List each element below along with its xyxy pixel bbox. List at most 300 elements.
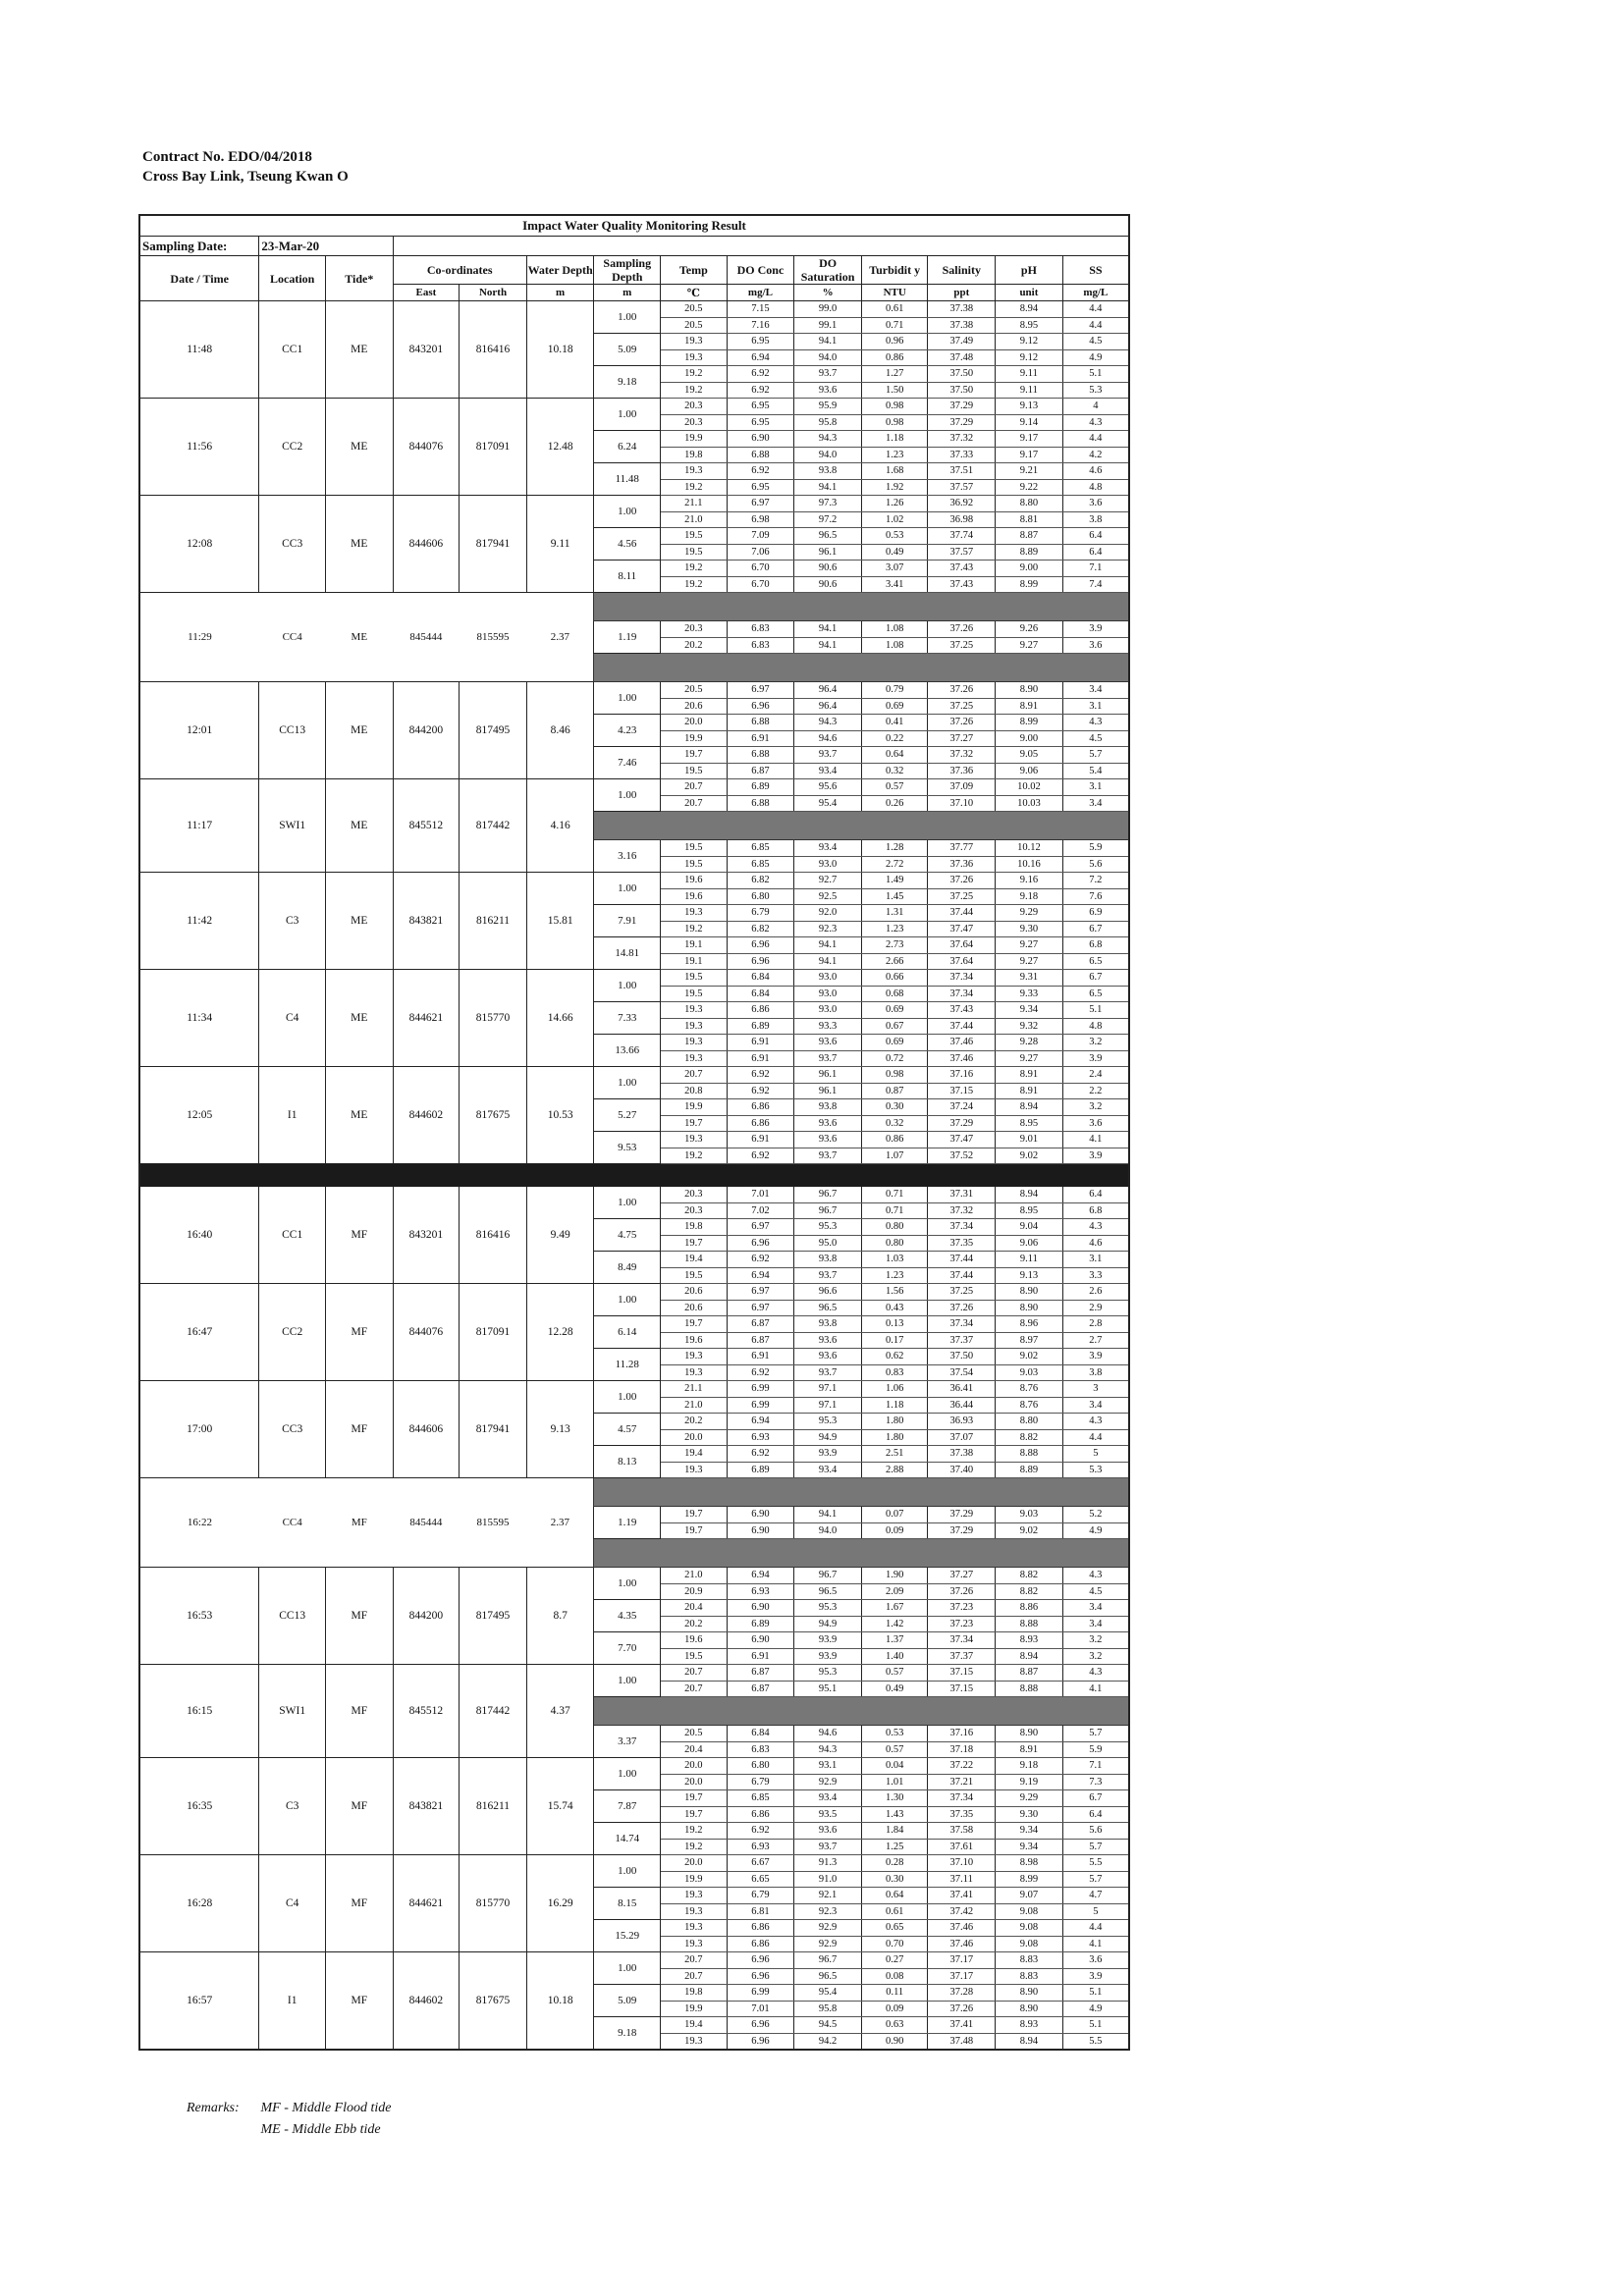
value-sal: 37.40 — [928, 1462, 996, 1478]
value-ss: 3.9 — [1062, 1148, 1129, 1164]
value-sal: 37.23 — [928, 1616, 996, 1632]
value-ss: 5.3 — [1062, 1462, 1129, 1478]
value-dosat: 94.9 — [794, 1429, 862, 1446]
value-ss: 4.3 — [1062, 1665, 1129, 1682]
location-cell: CC2 — [259, 1284, 326, 1381]
unit-do-saturation: % — [794, 285, 862, 301]
location-cell: I1 — [259, 1952, 326, 2051]
value-dosat: 97.1 — [794, 1397, 862, 1414]
value-sal: 37.17 — [928, 1968, 996, 1985]
value-sal: 37.44 — [928, 1267, 996, 1284]
sampling-depth-cell: 4.57 — [594, 1414, 661, 1446]
value-dosat: 94.0 — [794, 1522, 862, 1539]
value-ph: 8.94 — [996, 301, 1063, 318]
value-temp: 19.3 — [661, 334, 728, 350]
value-dosat: 93.6 — [794, 1132, 862, 1148]
value-turb: 2.88 — [861, 1462, 928, 1478]
value-sal: 37.21 — [928, 1774, 996, 1790]
value-ph: 8.99 — [996, 576, 1063, 593]
value-dosat: 92.7 — [794, 873, 862, 889]
value-turb: 1.25 — [861, 1839, 928, 1855]
value-ph: 9.08 — [996, 1903, 1063, 1920]
value-ph: 8.89 — [996, 1462, 1063, 1478]
east-cell: 844076 — [393, 1284, 460, 1381]
value-temp: 20.6 — [661, 1284, 728, 1301]
east-cell: 844621 — [393, 1855, 460, 1952]
value-turb: 0.65 — [861, 1920, 928, 1937]
sampling-depth-cell: 7.33 — [594, 1002, 661, 1035]
value-ss: 6.4 — [1062, 544, 1129, 561]
value-doconc: 6.85 — [727, 1790, 794, 1807]
sampling-depth-cell: 7.46 — [594, 747, 661, 779]
north-cell: 815770 — [460, 1855, 527, 1952]
value-temp: 19.2 — [661, 576, 728, 593]
value-ss: 4.7 — [1062, 1888, 1129, 1904]
value-ss: 5.5 — [1062, 1855, 1129, 1872]
sampling-depth-cell: 14.81 — [594, 937, 661, 970]
value-ss: 2.6 — [1062, 1284, 1129, 1301]
value-ss: 2.4 — [1062, 1067, 1129, 1084]
value-doconc: 6.92 — [727, 382, 794, 399]
value-temp: 19.3 — [661, 1035, 728, 1051]
value-sal: 37.44 — [928, 905, 996, 922]
value-sal: 37.25 — [928, 698, 996, 715]
value-doconc: 6.94 — [727, 1568, 794, 1584]
value-ph: 9.13 — [996, 399, 1063, 415]
value-doconc: 6.96 — [727, 2017, 794, 2034]
value-doconc: 6.93 — [727, 1839, 794, 1855]
value-doconc: 6.79 — [727, 905, 794, 922]
value-sal: 37.32 — [928, 747, 996, 764]
value-sal: 37.29 — [928, 1507, 996, 1523]
value-ss: 6.4 — [1062, 1806, 1129, 1823]
value-temp: 19.5 — [661, 528, 728, 545]
value-doconc: 7.06 — [727, 544, 794, 561]
north-cell: 817495 — [460, 682, 527, 779]
value-sal: 37.26 — [928, 873, 996, 889]
sampling-depth-cell: 7.70 — [594, 1632, 661, 1665]
north-cell: 817941 — [460, 1381, 527, 1478]
value-dosat: 96.4 — [794, 698, 862, 715]
value-sal: 37.26 — [928, 682, 996, 699]
value-temp: 20.5 — [661, 301, 728, 318]
sampling-depth-cell: 5.09 — [594, 334, 661, 366]
water-depth-cell: 12.48 — [526, 399, 594, 496]
time-cell: 11:34 — [139, 970, 259, 1067]
col-coordinates: Co-ordinates — [393, 256, 526, 285]
value-doconc: 6.70 — [727, 576, 794, 593]
value-dosat: 92.9 — [794, 1774, 862, 1790]
value-sal: 37.07 — [928, 1429, 996, 1446]
value-ph: 8.90 — [996, 1284, 1063, 1301]
value-sal: 37.52 — [928, 1148, 996, 1164]
value-doconc: 6.97 — [727, 1300, 794, 1316]
value-sal: 37.37 — [928, 1332, 996, 1349]
value-ss: 4.9 — [1062, 1522, 1129, 1539]
tide-cell: ME — [325, 873, 393, 970]
value-temp: 19.9 — [661, 2001, 728, 2017]
value-temp: 19.4 — [661, 1446, 728, 1463]
value-ph: 8.83 — [996, 1952, 1063, 1969]
value-turb: 0.98 — [861, 399, 928, 415]
value-ss: 7.3 — [1062, 1774, 1129, 1790]
value-temp: 19.9 — [661, 1099, 728, 1116]
location-cell: I1 — [259, 1067, 326, 1164]
east-cell: 843201 — [393, 301, 460, 399]
value-ss: 3.2 — [1062, 1632, 1129, 1649]
value-dosat: 94.0 — [794, 447, 862, 463]
unit-turbidity: NTU — [861, 285, 928, 301]
value-temp: 19.7 — [661, 1115, 728, 1132]
sampling-depth-cell: 1.00 — [594, 970, 661, 1002]
value-sal: 37.25 — [928, 888, 996, 905]
value-turb: 0.69 — [861, 1035, 928, 1051]
water-depth-cell: 15.81 — [526, 873, 594, 970]
value-ss: 4.4 — [1062, 317, 1129, 334]
value-dosat: 95.4 — [794, 1985, 862, 2002]
value-turb: 0.27 — [861, 1952, 928, 1969]
value-dosat: 94.1 — [794, 621, 862, 638]
value-turb: 0.90 — [861, 2033, 928, 2050]
sampling-depth-cell: 4.35 — [594, 1600, 661, 1632]
sampling-depth-cell: 1.00 — [594, 399, 661, 431]
water-depth-cell: 8.7 — [526, 1568, 594, 1665]
value-doconc: 6.91 — [727, 1132, 794, 1148]
value-dosat: 95.3 — [794, 1219, 862, 1236]
value-dosat: 95.3 — [794, 1414, 862, 1430]
value-ss: 3.6 — [1062, 1952, 1129, 1969]
value-doconc: 6.81 — [727, 1903, 794, 1920]
value-dosat: 95.6 — [794, 779, 862, 796]
value-dosat: 93.8 — [794, 1316, 862, 1333]
value-temp: 19.3 — [661, 1920, 728, 1937]
sampling-depth-cell: 8.15 — [594, 1888, 661, 1920]
value-dosat: 96.5 — [794, 1968, 862, 1985]
value-ss: 3.2 — [1062, 1099, 1129, 1116]
value-temp: 20.5 — [661, 682, 728, 699]
value-temp: 19.3 — [661, 463, 728, 480]
value-dosat: 93.7 — [794, 747, 862, 764]
sampling-depth-cell: 1.00 — [594, 301, 661, 334]
value-ph: 8.89 — [996, 544, 1063, 561]
value-ph: 9.30 — [996, 921, 1063, 937]
value-dosat: 93.6 — [794, 1035, 862, 1051]
value-turb: 1.90 — [861, 1568, 928, 1584]
value-dosat: 90.6 — [794, 576, 862, 593]
tide-cell: ME — [325, 779, 393, 873]
value-turb: 1.42 — [861, 1616, 928, 1632]
value-ss: 3.1 — [1062, 698, 1129, 715]
value-doconc: 7.01 — [727, 1187, 794, 1203]
value-ss: 5.1 — [1062, 2017, 1129, 2034]
value-temp: 19.5 — [661, 840, 728, 857]
value-ss: 2.2 — [1062, 1083, 1129, 1099]
value-sal: 36.92 — [928, 496, 996, 512]
value-turb: 0.04 — [861, 1758, 928, 1775]
value-ph: 9.27 — [996, 637, 1063, 654]
value-ss: 2.7 — [1062, 1332, 1129, 1349]
value-sal: 37.29 — [928, 1522, 996, 1539]
sampling-depth-cell: 1.00 — [594, 682, 661, 715]
time-cell: 12:08 — [139, 496, 259, 593]
value-turb: 1.92 — [861, 479, 928, 496]
table-row — [139, 399, 1129, 415]
value-sal: 37.29 — [928, 414, 996, 431]
value-turb: 0.69 — [861, 1002, 928, 1019]
value-ph: 8.91 — [996, 1741, 1063, 1758]
north-cell: 815595 — [476, 631, 510, 643]
value-sal: 37.34 — [928, 986, 996, 1002]
unit-sampling-depth: m — [594, 285, 661, 301]
value-sal: 37.36 — [928, 763, 996, 779]
table-row — [139, 1067, 1129, 1084]
sampling-depth-cell: 8.49 — [594, 1252, 661, 1284]
contract-number: Contract No. EDO/04/2018 — [142, 149, 312, 165]
value-dosat: 96.4 — [794, 682, 862, 699]
water-depth-cell: 14.66 — [526, 970, 594, 1067]
value-turb: 1.37 — [861, 1632, 928, 1649]
value-ss: 4.2 — [1062, 447, 1129, 463]
value-sal: 37.44 — [928, 1252, 996, 1268]
value-doconc: 6.97 — [727, 496, 794, 512]
value-ss: 6.5 — [1062, 953, 1129, 970]
value-ss: 3.9 — [1062, 621, 1129, 638]
remarks-label: Remarks: — [187, 2101, 240, 2115]
value-turb: 0.62 — [861, 1349, 928, 1365]
value-turb: 0.80 — [861, 1235, 928, 1252]
value-sal: 37.46 — [928, 1936, 996, 1952]
value-dosat: 91.3 — [794, 1855, 862, 1872]
value-ph: 8.94 — [996, 2033, 1063, 2050]
value-ss: 5.1 — [1062, 366, 1129, 383]
value-ph: 9.32 — [996, 1018, 1063, 1035]
value-ss: 5 — [1062, 1903, 1129, 1920]
value-dosat: 93.7 — [794, 1267, 862, 1284]
value-dosat: 99.0 — [794, 301, 862, 318]
value-turb: 0.70 — [861, 1936, 928, 1952]
value-turb: 0.61 — [861, 1903, 928, 1920]
value-turb: 0.98 — [861, 414, 928, 431]
value-temp: 20.3 — [661, 399, 728, 415]
value-dosat: 94.2 — [794, 2033, 862, 2050]
value-ss: 5.1 — [1062, 1985, 1129, 2002]
value-doconc: 6.92 — [727, 1823, 794, 1840]
value-dosat: 93.9 — [794, 1632, 862, 1649]
value-temp: 19.8 — [661, 1985, 728, 2002]
value-dosat: 93.0 — [794, 986, 862, 1002]
sampling-depth-cell: 6.14 — [594, 1316, 661, 1349]
value-dosat: 94.9 — [794, 1616, 862, 1632]
tide-cell: MF — [325, 1665, 393, 1758]
value-doconc: 6.96 — [727, 953, 794, 970]
water-depth-cell: 8.46 — [526, 682, 594, 779]
value-turb: 0.69 — [861, 698, 928, 715]
value-ph: 9.06 — [996, 763, 1063, 779]
value-ph: 9.04 — [996, 1219, 1063, 1236]
value-sal: 37.15 — [928, 1083, 996, 1099]
value-ss: 3.8 — [1062, 1364, 1129, 1381]
value-ph: 9.27 — [996, 937, 1063, 954]
value-sal: 36.93 — [928, 1414, 996, 1430]
value-dosat: 92.3 — [794, 1903, 862, 1920]
value-dosat: 97.2 — [794, 511, 862, 528]
value-doconc: 7.09 — [727, 528, 794, 545]
location-cell: CC1 — [259, 301, 326, 399]
value-turb: 0.83 — [861, 1364, 928, 1381]
value-sal: 37.38 — [928, 317, 996, 334]
col-ph: pH — [996, 256, 1063, 285]
value-dosat: 90.6 — [794, 561, 862, 577]
value-ph: 10.03 — [996, 795, 1063, 812]
col-salinity: Salinity — [928, 256, 996, 285]
location-cell: SWI1 — [259, 1665, 326, 1758]
value-sal: 37.50 — [928, 1349, 996, 1365]
value-ph: 9.02 — [996, 1522, 1063, 1539]
value-dosat: 93.4 — [794, 1790, 862, 1807]
location-cell: C4 — [259, 1855, 326, 1952]
north-cell: 816416 — [460, 1187, 527, 1284]
tide-cell: ME — [351, 631, 368, 643]
time-cell: 16:15 — [139, 1665, 259, 1758]
time-cell: 16:35 — [139, 1758, 259, 1855]
unit-ss: mg/L — [1062, 285, 1129, 301]
value-sal: 37.32 — [928, 431, 996, 448]
value-ss: 5.1 — [1062, 1002, 1129, 1019]
value-dosat: 94.3 — [794, 1741, 862, 1758]
value-dosat: 95.1 — [794, 1681, 862, 1697]
unit-temp: ℃ — [661, 285, 728, 301]
value-ss: 5.7 — [1062, 1871, 1129, 1888]
value-sal: 37.34 — [928, 1316, 996, 1333]
water-depth-cell: 2.37 — [550, 631, 570, 643]
north-cell: 815770 — [460, 970, 527, 1067]
north-cell: 817941 — [460, 496, 527, 593]
value-ph: 8.94 — [996, 1648, 1063, 1665]
value-turb: 1.18 — [861, 1397, 928, 1414]
value-turb: 1.28 — [861, 840, 928, 857]
sampling-depth-cell: 1.00 — [594, 496, 661, 528]
east-cell: 843821 — [393, 873, 460, 970]
value-temp: 19.3 — [661, 1888, 728, 1904]
value-temp: 20.0 — [661, 1855, 728, 1872]
sampling-date-label: Sampling Date: — [139, 237, 259, 256]
sampling-depth-cell: 6.24 — [594, 431, 661, 463]
value-dosat: 95.0 — [794, 1235, 862, 1252]
value-doconc: 6.98 — [727, 511, 794, 528]
time-cell: 11:17 — [139, 779, 259, 873]
value-temp: 21.0 — [661, 511, 728, 528]
value-ss: 4.1 — [1062, 1681, 1129, 1697]
value-dosat: 96.5 — [794, 528, 862, 545]
value-dosat: 93.6 — [794, 1823, 862, 1840]
north-cell: 817495 — [460, 1568, 527, 1665]
value-sal: 37.64 — [928, 937, 996, 954]
value-dosat: 93.9 — [794, 1648, 862, 1665]
value-sal: 37.15 — [928, 1681, 996, 1697]
value-ss: 5.9 — [1062, 840, 1129, 857]
value-dosat: 97.1 — [794, 1381, 862, 1398]
project-name: Cross Bay Link, Tseung Kwan O — [142, 169, 349, 185]
value-doconc: 6.96 — [727, 937, 794, 954]
table-row — [139, 779, 1129, 796]
value-ph: 9.07 — [996, 1888, 1063, 1904]
value-ph: 9.05 — [996, 747, 1063, 764]
table-row — [139, 1665, 1129, 1682]
value-ph: 8.94 — [996, 1099, 1063, 1116]
value-ph: 8.98 — [996, 1855, 1063, 1872]
east-cell: 844076 — [393, 399, 460, 496]
value-ph: 10.16 — [996, 856, 1063, 873]
value-temp: 19.5 — [661, 1648, 728, 1665]
value-turb: 1.07 — [861, 1148, 928, 1164]
value-turb: 2.66 — [861, 953, 928, 970]
value-dosat: 94.3 — [794, 431, 862, 448]
value-turb: 0.80 — [861, 1219, 928, 1236]
value-turb: 1.50 — [861, 382, 928, 399]
value-ss: 3.8 — [1062, 511, 1129, 528]
value-turb: 0.86 — [861, 1132, 928, 1148]
value-sal: 37.10 — [928, 795, 996, 812]
value-sal: 37.18 — [928, 1741, 996, 1758]
value-ph: 8.96 — [996, 1316, 1063, 1333]
value-ph: 8.91 — [996, 698, 1063, 715]
value-ph: 8.76 — [996, 1397, 1063, 1414]
value-ss: 4.5 — [1062, 730, 1129, 747]
sampling-depth-cell: 4.75 — [594, 1219, 661, 1252]
value-doconc: 6.91 — [727, 1648, 794, 1665]
value-sal: 37.26 — [928, 2001, 996, 2017]
value-dosat: 95.3 — [794, 1665, 862, 1682]
value-doconc: 6.89 — [727, 1018, 794, 1035]
value-sal: 36.41 — [928, 1381, 996, 1398]
value-dosat: 92.9 — [794, 1936, 862, 1952]
value-temp: 19.3 — [661, 349, 728, 366]
value-doconc: 6.92 — [727, 463, 794, 480]
value-ss: 3.4 — [1062, 682, 1129, 699]
value-ss: 6.8 — [1062, 937, 1129, 954]
value-sal: 37.34 — [928, 1632, 996, 1649]
value-ph: 8.88 — [996, 1616, 1063, 1632]
north-cell: 817675 — [460, 1067, 527, 1164]
value-turb: 1.84 — [861, 1823, 928, 1840]
value-ph: 9.16 — [996, 873, 1063, 889]
value-sal: 37.10 — [928, 1855, 996, 1872]
value-turb: 0.28 — [861, 1855, 928, 1872]
value-dosat: 93.7 — [794, 1148, 862, 1164]
table-row — [139, 496, 1129, 512]
value-doconc: 6.90 — [727, 431, 794, 448]
sampling-depth-cell: 1.00 — [594, 873, 661, 905]
results-table — [138, 214, 1130, 2051]
tide-cell: MF — [325, 1187, 393, 1284]
value-ph: 9.12 — [996, 334, 1063, 350]
value-turb: 1.08 — [861, 637, 928, 654]
value-doconc: 6.86 — [727, 1115, 794, 1132]
time-cell: 17:00 — [139, 1381, 259, 1478]
value-ss: 6.8 — [1062, 1202, 1129, 1219]
value-ss: 5.2 — [1062, 1507, 1129, 1523]
sampling-depth-cell: 5.09 — [594, 1985, 661, 2017]
value-temp: 19.2 — [661, 1823, 728, 1840]
value-dosat: 92.5 — [794, 888, 862, 905]
value-doconc: 6.93 — [727, 1429, 794, 1446]
value-ss: 5.5 — [1062, 2033, 1129, 2050]
time-cell: 16:53 — [139, 1568, 259, 1665]
east-cell: 843201 — [393, 1187, 460, 1284]
value-temp: 19.3 — [661, 1018, 728, 1035]
value-ph: 8.99 — [996, 715, 1063, 731]
value-doconc: 6.92 — [727, 1446, 794, 1463]
